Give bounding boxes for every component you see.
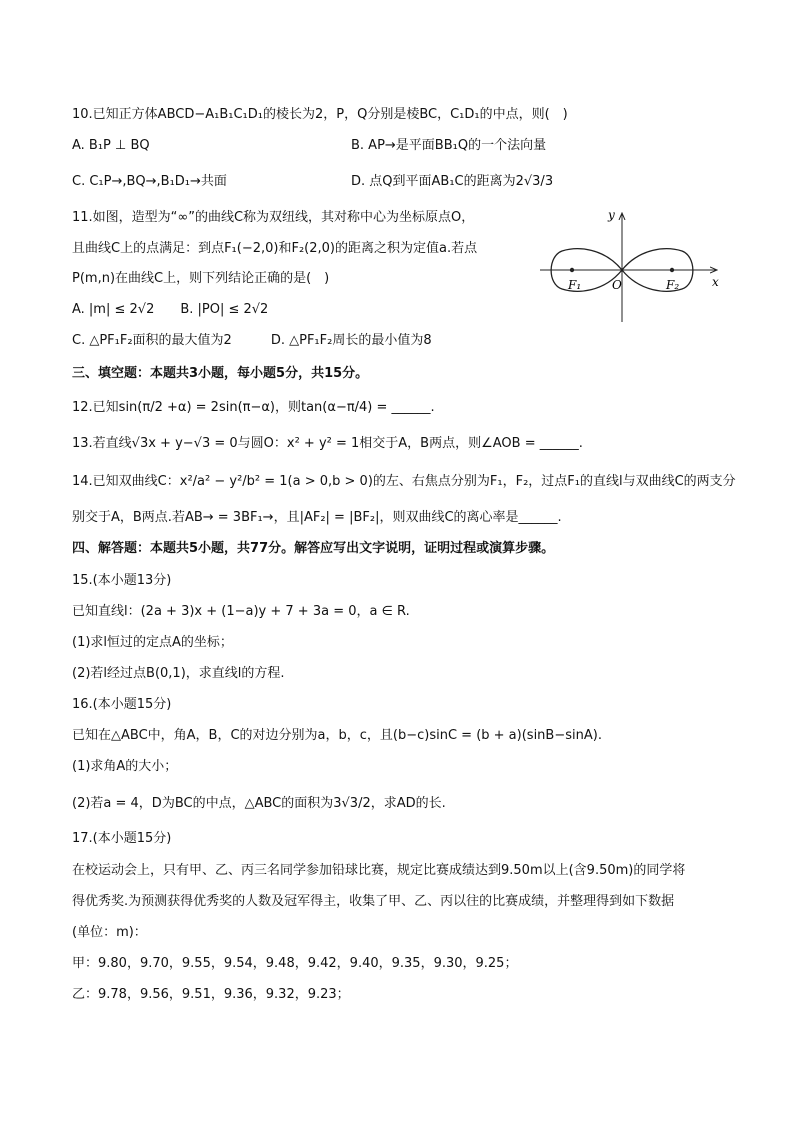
f1-label: F₁ <box>568 278 582 292</box>
focus-f1-point <box>570 268 574 272</box>
q11-options-cd: C. △PF₁F₂面积的最大值为2 D. △PF₁F₂周长的最小值为8 <box>72 333 432 348</box>
y-axis-label: y <box>608 208 615 222</box>
q17-data-yi: 乙：9.78，9.56，9.51，9.36，9.32，9.23； <box>72 987 350 1002</box>
section-solution-heading: 四、解答题：本题共5小题，共77分。解答应写出文字说明，证明过程或演算步骤。 <box>72 541 555 556</box>
q10-option-c: C. C₁P→,BQ→,B₁D₁→共面 <box>72 174 227 189</box>
q12-text: 12.已知sin(π/2 +α) = 2sin(π−α)，则tan(α−π/4) = ______. <box>72 400 435 415</box>
q15-part2: (2)若l经过点B(0,1)，求直线l的方程. <box>72 666 285 681</box>
q15-part1: (1)求l恒过的定点A的坐标； <box>72 635 233 650</box>
q14-line1: 14.已知双曲线C：x²/a² − y²/b² = 1(a > 0,b > 0)的左、右焦点分别为F₁，F₂，过点F₁的直线l与双曲线C的两支分 <box>72 474 736 489</box>
q17-stem-line3: (单位：m)： <box>72 925 147 940</box>
q16-part2: (2)若a = 4，D为BC的中点，△ABC的面积为3√3/2，求AD的长. <box>72 796 446 811</box>
q14-line2: 别交于A，B两点.若AB→ = 3BF₁→，且|AF₂| = |BF₂|，则双曲线C的离心率是______. <box>72 510 562 525</box>
q11-stem-line1: 11.如图，造型为“∞”的曲线C称为双纽线，其对称中心为坐标原点O， <box>72 210 475 225</box>
f2-label: F₂ <box>666 278 680 292</box>
q17-stem-line2: 得优秀奖.为预测获得优秀奖的人数及冠军得主，收集了甲、乙、丙以往的比赛成绩，并整理得到如下数据 <box>72 894 675 909</box>
q16-stem: 已知在△ABC中，角A，B，C的对边分别为a，b，c，且(b−c)sinC = (b + a)(sinB−sinA). <box>72 728 602 743</box>
lemniscate-figure <box>536 206 726 326</box>
q17-stem-line1: 在校运动会上，只有甲、乙、丙三名同学参加铅球比赛，规定比赛成绩达到9.50m以上(含9.50m)的同学将 <box>72 863 686 878</box>
q13-text: 13.若直线√3x + y−√3 = 0与圆O：x² + y² = 1相交于A，B两点，则∠AOB = ______. <box>72 436 583 451</box>
focus-f2-point <box>670 268 674 272</box>
q15-stem: 已知直线l：(2a + 3)x + (1−a)y + 7 + 3a = 0，a ∈ R. <box>72 604 410 619</box>
q16-title: 16.(本小题15分) <box>72 697 172 712</box>
q17-title: 17.(本小题15分) <box>72 831 172 846</box>
q10-option-b: B. AP→是平面BB₁Q的一个法向量 <box>351 138 547 153</box>
q11-stem-line2: 且曲线C上的点满足：到点F₁(−2,0)和F₂(2,0)的距离之积为定值a.若点 <box>72 241 478 256</box>
q10-option-d: D. 点Q到平面AB₁C的距离为2√3/3 <box>351 174 554 189</box>
q17-data-jia: 甲：9.80，9.70，9.55，9.54，9.48，9.42，9.40，9.35，9.30，9.25； <box>72 956 518 971</box>
origin-label: O <box>612 278 622 292</box>
q10-stem: 10.已知正方体ABCD−A₁B₁C₁D₁的棱长为2，P，Q分别是棱BC，C₁D₁的中点，则( ) <box>72 107 568 122</box>
q15-title: 15.(本小题13分) <box>72 573 172 588</box>
q11-options-ab: A. |m| ≤ 2√2 B. |PO| ≤ 2√2 <box>72 302 269 317</box>
x-axis-label: x <box>712 275 719 289</box>
section-fill-in-heading: 三、填空题：本题共3小题，每小题5分，共15分。 <box>72 366 369 381</box>
q11-stem-line3: P(m,n)在曲线C上，则下列结论正确的是( ) <box>72 271 330 286</box>
q16-part1: (1)求角A的大小； <box>72 759 178 774</box>
q10-option-a: A. B₁P ⊥ BQ <box>72 138 150 153</box>
